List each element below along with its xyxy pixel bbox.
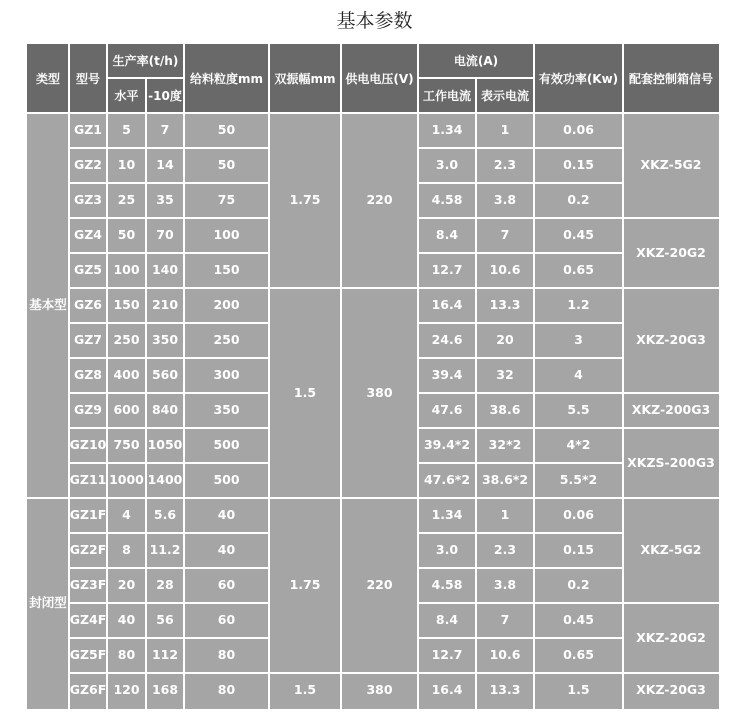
row-divider: [418, 427, 623, 429]
cell-minus10: 11.2: [149, 542, 181, 558]
cell-working-current: 12.7: [431, 262, 463, 278]
cell-control-box: XKZ-20G3: [636, 332, 706, 348]
cell-indicated-current: 32*2: [488, 437, 522, 453]
cell-horizontal: 40: [117, 612, 136, 628]
cell-model: GZ10: [69, 437, 107, 453]
row-divider: [623, 497, 719, 499]
cell-model: GZ11: [69, 472, 107, 488]
cell-minus10: 840: [151, 402, 179, 418]
cell-minus10: 28: [156, 577, 174, 593]
row-divider: [69, 182, 269, 184]
cell-indicated-current: 7: [500, 227, 510, 243]
header-model: 型号: [75, 71, 100, 86]
cell-horizontal: 100: [113, 262, 140, 278]
header-minus10: -10度: [148, 88, 182, 103]
cell-working-current: 3.0: [435, 542, 459, 558]
cell-control-box: XKZS-200G3: [627, 454, 715, 470]
cell-working-current: 3.0: [435, 157, 459, 173]
row-divider: [418, 602, 623, 604]
header-capacity: 生产率(t/h): [112, 54, 179, 68]
cell-indicated-current: 1: [500, 122, 510, 138]
cell-power: 4: [574, 367, 583, 383]
cell-horizontal: 1000: [109, 472, 144, 488]
cell-power: 5.5: [567, 402, 590, 418]
cell-power: 0.06: [563, 507, 594, 523]
cell-model: GZ6F: [69, 682, 107, 698]
row-divider: [418, 462, 623, 464]
column-divider: [106, 113, 108, 709]
cell-working-current: 4.58: [431, 192, 463, 208]
cell-model: GZ6: [73, 297, 103, 313]
row-divider: [69, 252, 269, 254]
cell-control-box: XKZ-5G2: [640, 542, 702, 558]
cell-control-box: XKZ-20G2: [636, 244, 706, 260]
row-divider: [418, 77, 534, 79]
cell-model: GZ1: [73, 122, 103, 138]
cell-feed-size: 60: [217, 612, 236, 628]
cell-voltage: 220: [366, 192, 393, 208]
cell-feed-size: 300: [213, 367, 240, 383]
cell-feed-size: 350: [213, 402, 240, 418]
cell-power: 0.65: [563, 647, 594, 663]
cell-power: 0.45: [563, 227, 594, 243]
column-divider: [145, 78, 147, 113]
cell-voltage: 220: [366, 577, 393, 593]
column-divider: [475, 78, 477, 113]
cell-horizontal: 50: [117, 227, 136, 243]
cell-control-box: XKZ-200G3: [631, 402, 711, 418]
cell-indicated-current: 10.6: [489, 262, 521, 278]
row-divider: [623, 602, 719, 604]
cell-horizontal: 8: [122, 542, 131, 558]
cell-working-current: 4.58: [431, 577, 463, 593]
cell-minus10: 14: [156, 157, 174, 173]
cell-minus10: 350: [151, 332, 179, 348]
header-control-box: 配套控制箱信号: [628, 71, 713, 86]
page-title: 基本参数: [336, 10, 413, 32]
row-divider: [418, 567, 623, 569]
cell-working-current: 16.4: [431, 297, 463, 313]
cell-power: 0.2: [567, 192, 590, 208]
cell-model: GZ4F: [69, 612, 107, 628]
cell-model: GZ5F: [69, 647, 107, 663]
cell-indicated-current: 20: [496, 332, 514, 348]
column-divider: [268, 113, 270, 709]
cell-minus10: 1400: [147, 472, 183, 488]
row-divider: [623, 287, 719, 289]
cell-model: GZ3: [73, 192, 103, 208]
type-closed: 封闭型: [29, 595, 67, 611]
cell-minus10: 7: [160, 122, 170, 138]
row-divider: [418, 182, 623, 184]
cell-working-current: 47.6*2: [423, 472, 471, 488]
row-divider: [269, 287, 418, 289]
row-divider: [418, 392, 623, 394]
cell-indicated-current: 38.6*2: [481, 472, 529, 488]
column-divider: [622, 113, 624, 709]
cell-horizontal: 400: [113, 367, 140, 383]
cell-amplitude: 1.5: [293, 682, 317, 698]
cell-indicated-current: 1: [500, 507, 510, 523]
cell-horizontal: 4: [122, 507, 131, 523]
row-divider: [623, 392, 719, 394]
cell-control-box: XKZ-5G2: [640, 157, 702, 173]
row-divider: [269, 497, 418, 499]
cell-working-current: 8.4: [435, 612, 459, 628]
cell-voltage: 380: [366, 384, 393, 400]
cell-minus10: 1050: [147, 437, 183, 453]
cell-control-box: XKZ-20G2: [636, 629, 706, 645]
cell-feed-size: 80: [217, 647, 236, 663]
header-amplitude: 双振幅mm: [274, 71, 336, 86]
header-voltage: 供电电压(V): [345, 71, 414, 86]
cell-indicated-current: 7: [500, 612, 510, 628]
cell-minus10: 56: [156, 612, 174, 628]
cell-working-current: 16.4: [431, 682, 463, 698]
column-divider: [68, 113, 70, 709]
cell-minus10: 112: [151, 647, 179, 663]
cell-horizontal: 750: [113, 437, 140, 453]
cell-feed-size: 500: [213, 437, 240, 453]
cell-minus10: 560: [151, 367, 179, 383]
column-divider: [145, 113, 147, 709]
cell-amplitude: 1.75: [289, 577, 321, 593]
column-divider: [417, 113, 419, 709]
row-divider: [69, 532, 269, 534]
cell-horizontal: 600: [113, 402, 140, 418]
cell-model: GZ3F: [69, 577, 107, 593]
cell-power: 4*2: [566, 437, 591, 453]
cell-minus10: 168: [151, 682, 179, 698]
cell-minus10: 210: [151, 297, 179, 313]
cell-indicated-current: 13.3: [489, 297, 521, 313]
cell-indicated-current: 32: [496, 367, 514, 383]
cell-feed-size: 200: [213, 297, 240, 313]
cell-working-current: 39.4: [431, 367, 463, 383]
cell-feed-size: 40: [217, 507, 236, 523]
cell-horizontal: 120: [113, 682, 140, 698]
cell-horizontal: 20: [117, 577, 136, 593]
header-power: 有效功率(Kw): [538, 71, 619, 86]
header-feed-size: 给料粒度mm: [189, 71, 263, 86]
column-divider: [475, 113, 477, 709]
cell-working-current: 12.7: [431, 647, 463, 663]
row-divider: [69, 322, 269, 324]
cell-working-current: 1.34: [431, 507, 463, 523]
cell-amplitude: 1.5: [293, 384, 317, 400]
cell-feed-size: 80: [217, 682, 236, 698]
cell-feed-size: 50: [217, 157, 236, 173]
cell-power: 5.5*2: [559, 472, 598, 488]
cell-control-box: XKZ-20G3: [636, 682, 706, 698]
row-divider: [623, 217, 719, 219]
row-divider: [69, 287, 269, 289]
row-divider: [418, 287, 623, 289]
cell-horizontal: 250: [113, 332, 140, 348]
header-type: 类型: [35, 71, 60, 86]
row-divider: [69, 357, 269, 359]
cell-voltage: 380: [366, 682, 393, 698]
row-divider: [69, 567, 269, 569]
cell-minus10: 70: [156, 227, 174, 243]
header-horizontal: 水平: [114, 88, 139, 103]
cell-power: 3: [574, 332, 583, 348]
row-divider: [27, 497, 269, 499]
cell-indicated-current: 10.6: [489, 647, 521, 663]
column-divider: [533, 113, 535, 709]
row-divider: [418, 217, 623, 219]
row-divider: [107, 77, 184, 79]
cell-indicated-current: 3.8: [493, 192, 517, 208]
cell-power: 1.5: [567, 682, 590, 698]
cell-indicated-current: 2.3: [493, 542, 517, 558]
cell-model: GZ5: [73, 262, 103, 278]
header-working-current: 工作电流: [422, 88, 471, 103]
cell-feed-size: 100: [213, 227, 240, 243]
cell-working-current: 47.6: [431, 402, 463, 418]
cell-power: 0.45: [563, 612, 594, 628]
cell-feed-size: 250: [213, 332, 240, 348]
row-divider: [69, 672, 269, 674]
cell-minus10: 140: [151, 262, 179, 278]
cell-model: GZ2: [73, 157, 103, 173]
cell-model: GZ9: [73, 402, 103, 418]
cell-minus10: 5.6: [153, 507, 177, 523]
cell-minus10: 35: [156, 192, 174, 208]
cell-working-current: 8.4: [435, 227, 459, 243]
cell-indicated-current: 38.6: [489, 402, 521, 418]
cell-working-current: 39.4*2: [423, 437, 471, 453]
cell-power: 0.15: [563, 542, 594, 558]
cell-feed-size: 50: [217, 122, 236, 138]
row-divider: [418, 532, 623, 534]
header-indicated-current: 表示电流: [480, 88, 529, 103]
cell-horizontal: 80: [117, 647, 136, 663]
cell-feed-size: 60: [217, 577, 236, 593]
row-divider: [418, 252, 623, 254]
column-divider: [268, 44, 270, 113]
cell-power: 0.2: [567, 577, 590, 593]
cell-horizontal: 25: [117, 192, 136, 208]
header-current: 电流(A): [453, 54, 499, 68]
row-divider: [69, 392, 269, 394]
cell-working-current: 24.6: [431, 332, 463, 348]
row-divider: [69, 602, 269, 604]
cell-feed-size: 75: [217, 192, 236, 208]
cell-indicated-current: 3.8: [493, 577, 517, 593]
cell-power: 0.65: [563, 262, 594, 278]
column-divider: [340, 44, 342, 113]
row-divider: [418, 637, 623, 639]
row-divider: [69, 427, 269, 429]
row-divider: [269, 672, 418, 674]
cell-horizontal: 10: [117, 157, 136, 173]
cell-power: 1.2: [567, 297, 590, 313]
row-divider: [623, 672, 719, 674]
cell-feed-size: 500: [213, 472, 240, 488]
row-divider: [418, 322, 623, 324]
row-divider: [623, 427, 719, 429]
row-divider: [69, 217, 269, 219]
column-divider: [340, 113, 342, 709]
row-divider: [69, 462, 269, 464]
cell-horizontal: 150: [113, 297, 140, 313]
cell-amplitude: 1.75: [289, 192, 321, 208]
cell-model: GZ4: [73, 227, 103, 243]
row-divider: [418, 147, 623, 149]
cell-power: 0.06: [563, 122, 594, 138]
column-divider: [622, 44, 624, 113]
cell-power: 0.15: [563, 157, 594, 173]
cell-model: GZ7: [73, 332, 103, 348]
row-divider: [69, 147, 269, 149]
cell-model: GZ1F: [69, 507, 107, 523]
row-divider: [69, 637, 269, 639]
cell-feed-size: 150: [213, 262, 240, 278]
cell-horizontal: 5: [122, 122, 131, 138]
cell-model: GZ2F: [69, 542, 107, 558]
cell-working-current: 1.34: [431, 122, 463, 138]
type-basic: 基本型: [29, 297, 67, 313]
cell-indicated-current: 13.3: [489, 682, 521, 698]
column-divider: [183, 113, 185, 709]
cell-feed-size: 40: [217, 542, 236, 558]
row-divider: [418, 672, 623, 674]
column-divider: [68, 44, 70, 113]
row-divider: [418, 497, 623, 499]
cell-model: GZ8: [73, 367, 103, 383]
cell-indicated-current: 2.3: [493, 157, 517, 173]
row-divider: [418, 357, 623, 359]
